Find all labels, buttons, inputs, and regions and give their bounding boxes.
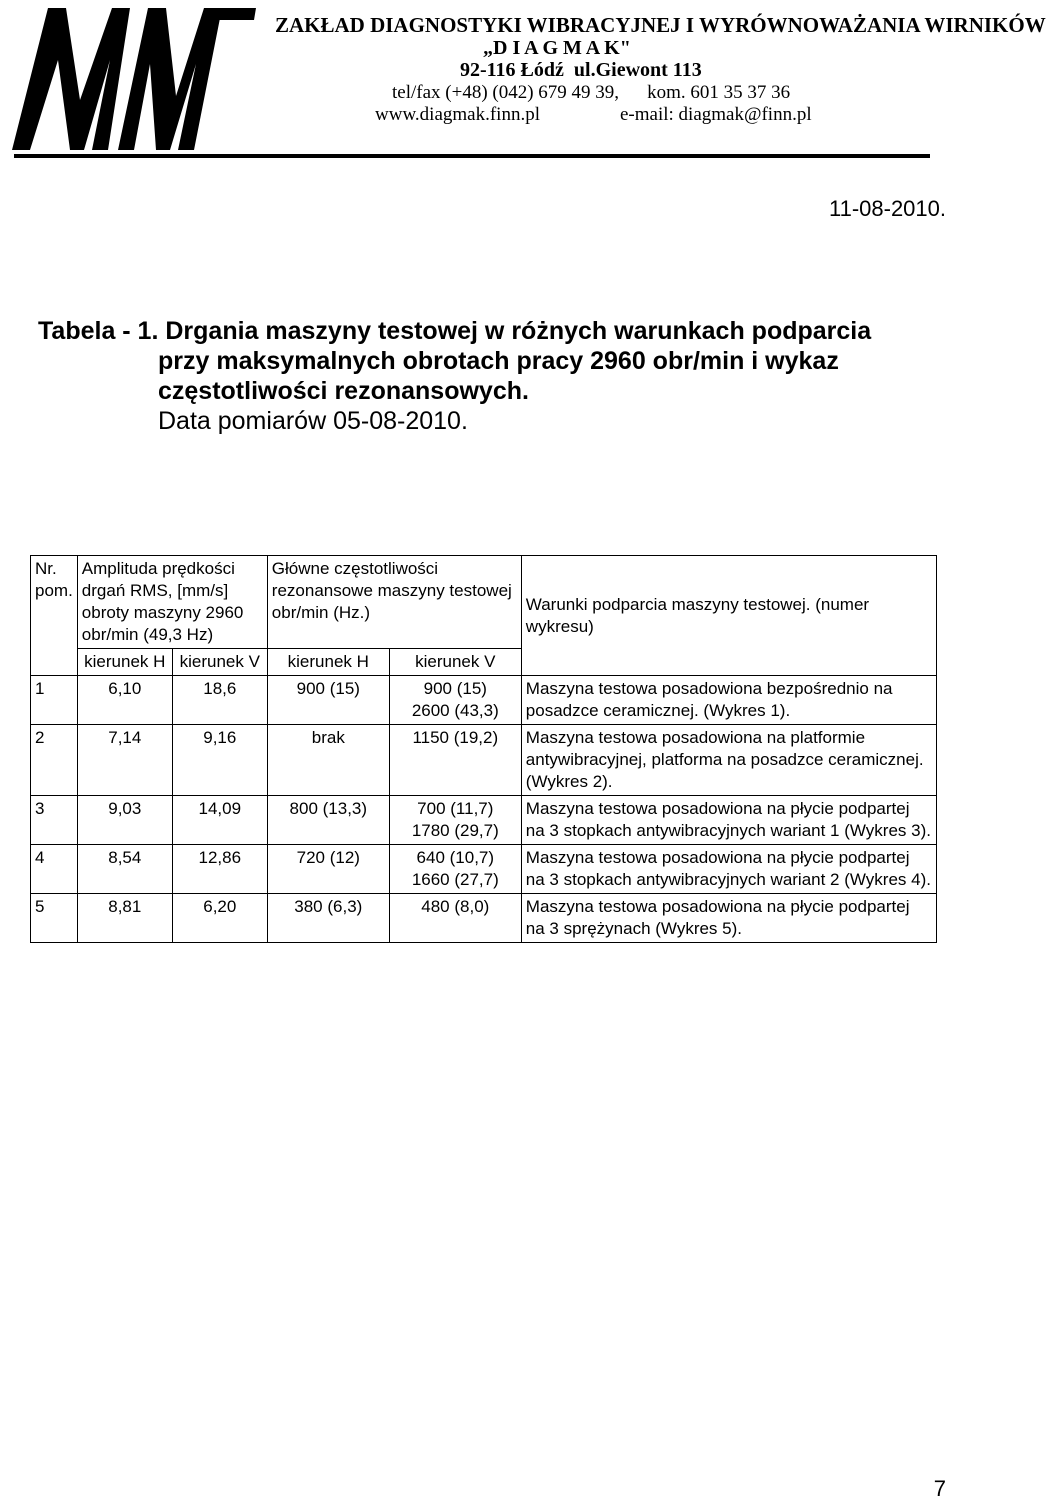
address-city: 92-116 Łódź (460, 59, 564, 81)
page-number: 7 (933, 1476, 946, 1501)
table-title-line3: częstotliwości rezonansowych. (158, 377, 529, 405)
table-row (31, 725, 937, 796)
header-amp-h: kierunek H (77, 649, 172, 676)
table-row (31, 796, 937, 845)
header-res-h: kierunek H (267, 649, 389, 676)
cell-amp-h: 6,10 (77, 676, 172, 725)
cell-amp-h: 8,81 (77, 894, 172, 943)
email-address[interactable]: e-mail: diagmak@finn.pl (620, 104, 812, 125)
cell-desc: Maszyna testowa posadowiona bezpośrednio na posadzce ceramicznej. (Wykres 1). (521, 676, 936, 725)
company-name: ZAKŁAD DIAGNOSTYKI WIBRACYJNEJ I WYRÓWNOWAŻANIA WIRNIKÓW (275, 13, 1046, 37)
table-title-line2: przy maksymalnych obrotach pracy 2960 obr/min i wykaz (158, 347, 839, 375)
cell-desc: Maszyna testowa posadowiona na płycie podpartej na 3 stopkach antywibracyjnych wariant 2 (Wykres 4). (521, 845, 936, 894)
company-short-name: „D I A G M A K" (483, 36, 631, 59)
cell-res-h: 380 (6,3) (267, 894, 389, 943)
address-street: ul.Giewont 113 (573, 59, 702, 81)
company-logo (8, 0, 263, 160)
header-conditions: Warunki podparcia maszyny testowej. (numer wykresu) (521, 556, 936, 676)
header-resonance: Główne częstotliwości rezonansowe maszyny testowej obr/min (Hz.) (267, 556, 521, 649)
cell-amp-v: 14,09 (172, 796, 267, 845)
table-row (31, 676, 937, 725)
measurement-date: Data pomiarów 05-08-2010. (158, 407, 468, 435)
cell-amp-v: 6,20 (172, 894, 267, 943)
table-row (31, 845, 937, 894)
header-amp-v: kierunek V (172, 649, 267, 676)
cell-res-h: 720 (12) (267, 845, 389, 894)
table-title-line1: Drgania maszyny testowej w różnych warunkach podparcia (165, 317, 872, 345)
cell-nr: 5 (31, 894, 78, 943)
cell-desc: Maszyna testowa posadowiona na płycie podpartej na 3 sprężynach (Wykres 5). (521, 894, 936, 943)
table-caption (38, 316, 938, 436)
cell-amp-v: 18,6 (172, 676, 267, 725)
cell-amp-v: 12,86 (172, 845, 267, 894)
cell-res-h: 800 (13,3) (267, 796, 389, 845)
header-res-v: kierunek V (389, 649, 521, 676)
cell-nr: 4 (31, 845, 78, 894)
cell-desc: Maszyna testowa posadowiona na płycie podpartej na 3 stopkach antywibracyjnych wariant 1 (Wykres 3). (521, 796, 936, 845)
mobile-number: kom. 601 35 37 36 (647, 81, 791, 103)
cell-nr: 2 (31, 725, 78, 796)
cell-amp-v: 9,16 (172, 725, 267, 796)
company-address (275, 59, 935, 82)
cell-res-v: 640 (10,7) 1660 (27,7) (389, 845, 521, 894)
table-row (31, 894, 937, 943)
website-link[interactable]: www.diagmak.finn.pl (375, 104, 540, 125)
company-header (275, 13, 1046, 127)
cell-res-v: 700 (11,7) 1780 (29,7) (389, 796, 521, 845)
phone-number: tel/fax (+48) (042) 679 49 39, (392, 81, 620, 103)
cell-amp-h: 8,54 (77, 845, 172, 894)
cell-nr: 1 (31, 676, 78, 725)
cell-res-h: brak (267, 725, 389, 796)
header-amplitude: Amplituda prędkości drgań RMS, [mm/s] obroty maszyny 2960 obr/min (49,3 Hz) (77, 556, 267, 649)
company-phones (275, 82, 935, 105)
company-contacts (275, 104, 935, 127)
vibration-table (30, 555, 937, 943)
cell-nr: 3 (31, 796, 78, 845)
cell-amp-h: 7,14 (77, 725, 172, 796)
cell-res-v: 480 (8,0) (389, 894, 521, 943)
document-date: 11-08-2010. (828, 196, 946, 221)
cell-res-v: 1150 (19,2) (389, 725, 521, 796)
cell-desc: Maszyna testowa posadowiona na platformie antywibracyjnej, platforma na posadzce ceramicznej. (Wykres 2). (521, 725, 936, 796)
cell-res-h: 900 (15) (267, 676, 389, 725)
header-row (31, 556, 937, 649)
table-label: Tabela - 1. (38, 317, 159, 345)
cell-res-v: 900 (15) 2600 (43,3) (389, 676, 521, 725)
header-nr: Nr. pom. (31, 556, 78, 676)
header-rule (14, 154, 930, 158)
cell-amp-h: 9,03 (77, 796, 172, 845)
